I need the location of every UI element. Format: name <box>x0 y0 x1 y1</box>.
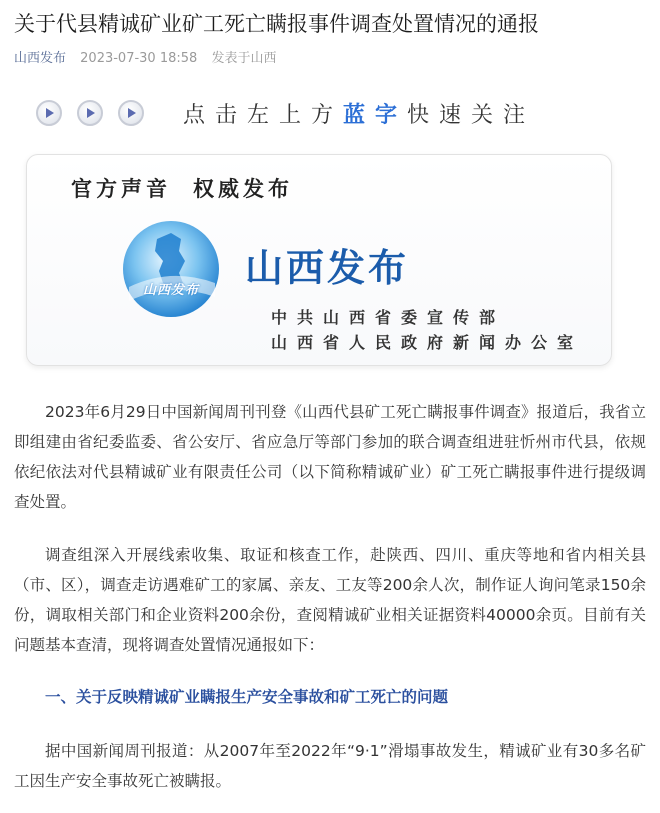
body-paragraph-3: 据中国新闻周刊报道：从2007年至2022年“9·1”滑塌事故发生，精诚矿业有30多名矿工因生产安全事故死亡被瞒报。 <box>14 742 646 790</box>
body-paragraph-2: 调查组深入开展线索收集、取证和核查工作，赴陕西、四川、重庆等地和省内相关县（市、区），调查走访遇难矿工的家属、亲友、工友等200余人次，制作证人询问笔录150余份，调取相关部门和企业资料200余份，查阅精诚矿业相关证据资料40000余页。目前有关问题基本查清，现将调查处置情况通报如下： <box>14 546 646 654</box>
follow-hint-text <box>183 98 535 129</box>
slogan-left: 官方声音 <box>71 177 171 201</box>
article-title: 关于代县精诚矿业矿工死亡瞒报事件调查处置情况的通报 <box>14 12 539 36</box>
play-circle-icon <box>77 100 103 126</box>
publish-location: 发表于山西 <box>211 51 277 66</box>
logo-text: 山西发布 <box>142 283 199 298</box>
slogan-right: 权威发布 <box>193 177 293 201</box>
play-circle-icon <box>36 100 62 126</box>
follow-hint-before: 点击左上方 <box>183 102 344 128</box>
account-name-link[interactable]: 山西发布 <box>14 51 67 66</box>
org-line-2: 山西省人民政府新闻办公室 <box>271 333 584 352</box>
article-meta <box>14 49 276 69</box>
follow-banner <box>36 96 535 130</box>
org-line-1: 中共山西省委宣传部 <box>271 308 506 327</box>
publish-date: 2023-07-30 18:58 <box>80 51 198 66</box>
brand-logo-icon <box>119 217 223 321</box>
brand-organizations <box>271 305 583 355</box>
body-paragraph-1: 2023年6月29日中国新闻周刊刊登《山西代县矿工死亡瞒报事件调查》报道后，我省立即组建由省纪委监委、省公安厅、省应急厅等部门参加的联合调查组进驻忻州市代县，依规依纪依法对代县精诚矿业有限责任公司（以下简称精诚矿业）矿工死亡瞒报事件进行提级调查处置。 <box>14 403 646 511</box>
brand-slogan <box>71 173 293 203</box>
brand-name: 山西发布 <box>245 246 410 290</box>
section-heading-1: 一、关于反映精诚矿业瞒报生产安全事故和矿工死亡的问题 <box>45 688 449 706</box>
brand-card <box>26 154 612 366</box>
play-circle-icon <box>118 100 144 126</box>
follow-hint-after: 快速关注 <box>407 102 536 128</box>
follow-hint-highlight: 蓝字 <box>343 102 408 128</box>
